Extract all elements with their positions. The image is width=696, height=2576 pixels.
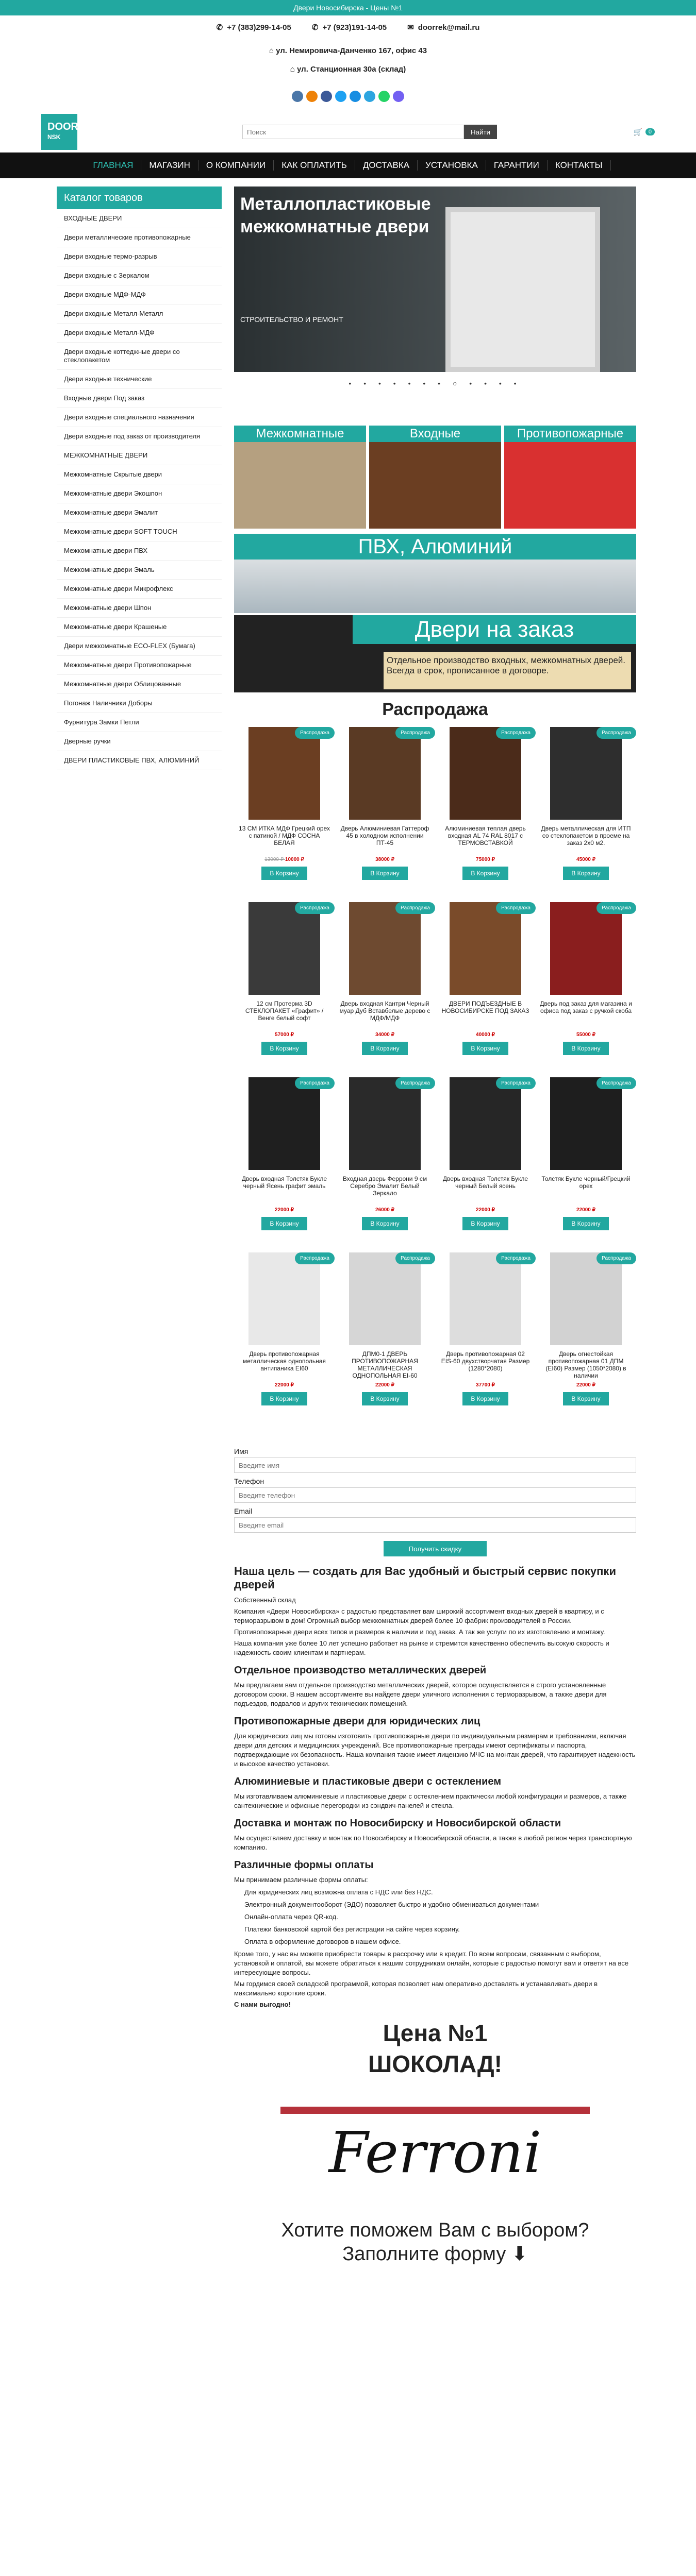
sidebar-item[interactable]: МЕЖКОМНАТНЫЕ ДВЕРИ [57,446,222,465]
email-label: Email [234,1507,253,1515]
add-to-cart-button[interactable]: В Корзину [462,1217,508,1230]
email-input[interactable] [234,1517,636,1533]
sale-badge: Распродажа [295,1077,335,1089]
phone-label: Телефон [234,1477,264,1485]
product-card[interactable] [435,727,536,902]
social-icons [0,81,696,111]
product-card[interactable] [234,727,335,902]
add-to-cart-button[interactable]: В Корзину [462,1042,508,1055]
location-icon: ⌂ [290,65,295,74]
list-item: Онлайн-оплата через QR-код. [244,1913,338,1921]
product-price: 40000 ₽ [476,1032,495,1038]
phone2[interactable]: ✆ +7 (923)191-14-05 [311,23,387,32]
product-price: 22000 ₽ [375,1382,394,1388]
product-price: 22000 ₽ [576,1207,595,1213]
sidebar-item[interactable]: Межкомнатные двери Эмаль [57,561,222,580]
paragraph: Мы принимаем различные формы оплаты: [234,1876,368,1884]
promo-heading: Цена №1 ШОКОЛАД! [368,2020,502,2077]
nav-item[interactable]: О КОМПАНИИ [198,160,274,171]
product-name[interactable]: Дверь Алюминиевая Гаттероф 45 в холодном исполнении ПТ-45 [340,825,429,846]
product-price: 22000 ₽ [275,1382,294,1388]
product-image[interactable] [450,1252,521,1345]
sale-badge: Распродажа [395,902,435,914]
list-item: Платежи банковской картой без регистрации на сайте через корзину. [244,1925,460,1933]
paragraph: Наша компания уже более 10 лет успешно работает на рынке и стремится качественно обеспечить высокую скорость и надежность своим клиентам и партнерам. [234,1639,609,1656]
product-card[interactable] [435,1077,536,1252]
nav-item[interactable]: ГАРАНТИИ [486,160,548,171]
product-name[interactable]: Толстяк Букле черный/Грецкий орех [541,1175,631,1190]
sidebar-item[interactable]: Двери входные специального назначения [57,408,222,427]
paragraph: Мы предлагаем вам отдельное производство металлических дверей, которое осуществляется в строго установленные договором сроки. В нашем ассортименте вы найдете двери уличного исполнения с терморазрывом, а также двери для подъездов, подвалов и других технических помещений. [234,1681,607,1707]
product-price: 13000 ₽ 10000 ₽ [264,857,304,862]
sidebar-item[interactable]: Межкомнатные двери Шпон [57,599,222,618]
site-logo[interactable]: DOOR NSK [41,114,77,150]
address-office: ⌂ ул. Немировича-Данченко 167, офис 43 [269,46,427,55]
product-name[interactable]: Дверь противопожарная 02 EIS-60 двухстворчатая Размер (1280*2080) [441,1350,530,1372]
product-card[interactable] [234,902,335,1077]
discount-form [234,1428,636,1556]
sidebar-item[interactable]: Входные двери Под заказ [57,389,222,408]
sale-badge: Распродажа [596,1077,636,1089]
add-to-cart-button[interactable]: В Корзину [261,867,307,880]
sidebar-item[interactable]: Двери входные с Зеркалом [57,266,222,285]
product-image[interactable] [349,1252,421,1345]
sale-badge: Распродажа [395,1077,435,1089]
product-name[interactable]: Дверь входная Кантри Черный муар Дуб Вставбелые дерево с МДФ/МДФ [339,1000,430,1022]
sale-badge: Распродажа [596,727,636,739]
sidebar-item[interactable]: Межкомнатные двери Экошпон [57,484,222,503]
paragraph: Противопожарные двери всех типов и размеров в наличии и под заказ. А так же услуги по их изготовлению и монтажу. [234,1628,605,1636]
banner-entrance[interactable]: Входные [369,426,501,529]
product-name[interactable]: ДВЕРИ ПОДЪЕЗДНЫЕ В НОВОСИБИРСКЕ ПОД ЗАКАЗ [441,1000,529,1014]
sale-badge: Распродажа [596,902,636,914]
sidebar-item[interactable]: Межкомнатные Скрытые двери [57,465,222,484]
cart-icon: 🛒 [633,127,642,136]
viber-icon[interactable] [393,91,404,102]
product-card[interactable] [536,902,636,1077]
product-image[interactable] [450,727,521,820]
add-to-cart-button[interactable]: В Корзину [362,1392,407,1405]
slide-door-image [445,207,600,372]
sidebar-item[interactable]: Межкомнатные двери Противопожарные [57,656,222,675]
product-image[interactable] [550,727,622,820]
product-image[interactable] [349,902,421,995]
product-price: 26000 ₽ [375,1207,394,1213]
add-to-cart-button[interactable]: В Корзину [261,1042,307,1055]
sale-badge: Распродажа [496,1077,536,1089]
slider-dots[interactable]: • • • • • • • ○ • • • • [349,379,522,387]
location-icon: ⌂ [269,46,274,55]
product-image[interactable] [248,1077,320,1170]
sale-badge: Распродажа [596,1252,636,1264]
heading: Различные формы оплаты [234,1859,374,1871]
paragraph: Кроме того, у нас вы можете приобрести товары в рассрочку или в кредит. По всем вопросам, связанным с выбором, установкой и оплатой, вы можете обратиться к нашим сотрудникам онлайн, которые с радостью помогут вам и ответят на все интересующие вопросы. [234,1950,629,1976]
search-button[interactable]: Найти [464,125,497,139]
cart[interactable] [633,128,655,137]
nav-item[interactable]: КОНТАКТЫ [548,160,611,171]
main-nav [0,152,696,178]
product-name[interactable]: Дверь входная Толстяк Букле черный Белый ясень [442,1175,528,1190]
product-name[interactable]: Дверь под заказ для магазина и офиса под заказ с ручкой скоба [540,1000,632,1014]
product-image[interactable] [550,902,622,995]
paragraph: Для юридических лиц мы готовы изготовить противопожарные двери по индивидуальным размерам и требованиям, включая двери для детских и медицинских учреждений. Все противопожарные преграды имеют сертификаты и паспорта, подтверждающие их безопасность. Наша компания также имеет лицензию МЧС на монтаж дверей, что гарантирует надежность и высокое качество установки. [234,1732,636,1768]
paragraph: Мы гордимся своей складской программой, которая позволяет нам оперативно доставлять и устанавливать двери в максимально короткие сроки. [234,1980,598,1997]
nav-item[interactable]: КАК ОПЛАТИТЬ [274,160,355,171]
product-name[interactable]: Дверь входная Толстяк Букле черный Ясень графит эмаль [241,1175,327,1190]
product-image[interactable] [450,902,521,995]
add-to-cart-button[interactable]: В Корзину [362,1217,407,1230]
catalog-title: Каталог товаров [57,187,222,209]
product-name[interactable]: Дверь металлическая для ИТП со стеклопакетом в проеме на заказ 2х0 м2. [541,825,631,846]
sidebar-item[interactable]: Межкомнатные двери ПВХ [57,541,222,561]
product-image[interactable] [349,1077,421,1170]
whatsapp-icon[interactable] [378,91,390,102]
banner-order[interactable]: Двери на заказ Отдельное производство входных, межкомнатных дверей. Всегда в срок, прописанное в договоре. [234,615,636,692]
sidebar-item[interactable]: Двери входные под заказ от производителя [57,427,222,446]
add-to-cart-button[interactable]: В Корзину [362,867,407,880]
heading: Противопожарные двери для юридических лиц [234,1716,480,1727]
contacts-row [0,15,696,39]
product-name[interactable]: Дверь огнестойкая противопожарная 01 ДПМ (EI60) Размер (1050*2080) в наличии [545,1350,626,1379]
sidebar-item[interactable]: Межкомнатные двери Микрофлекс [57,580,222,599]
product-card[interactable] [234,1252,335,1428]
product-card[interactable] [536,1077,636,1252]
add-to-cart-button[interactable]: В Корзину [563,1217,608,1230]
sidebar-item[interactable]: Двери входные Металл-МДФ [57,324,222,343]
paragraph: С нами выгодно! [234,2001,291,2008]
sale-badge: Распродажа [295,1252,335,1264]
product-image[interactable] [550,1077,622,1170]
nav-item[interactable]: УСТАНОВКА [418,160,486,171]
product-image[interactable] [248,1252,320,1345]
vk-icon[interactable] [292,91,303,102]
odnoklassniki-icon[interactable] [306,91,318,102]
add-to-cart-button[interactable]: В Корзину [261,1392,307,1405]
sidebar-item[interactable]: Двери входные Металл-Металл [57,304,222,324]
sidebar-item[interactable]: Погонаж Наличники Доборы [57,694,222,713]
product-image[interactable] [349,727,421,820]
product-name[interactable]: 12 см Протерма 3D СТЕКЛОПАКЕТ «Графит» / Венге белый софт [245,1000,324,1022]
sidebar-item[interactable]: Межкомнатные двери SOFT TOUCH [57,522,222,541]
heading: Наша цель — создать для Вас удобный и быстрый сервис покупки дверей [234,1565,616,1591]
sidebar-item[interactable]: ВХОДНЫЕ ДВЕРИ [57,209,222,228]
product-card[interactable] [335,1252,435,1428]
sale-badge: Распродажа [295,902,335,914]
sidebar-item[interactable]: Двери входные коттеджные двери со стеклопакетом [57,343,222,370]
banner-fire[interactable]: Противопожарные [504,426,636,529]
product-name[interactable]: 13 СМ ИТКА МДФ Грецкий орех с патиной / МДФ СОСНА БЕЛАЯ [239,825,330,846]
product-price: 38000 ₽ [375,857,394,862]
paragraph: Компания «Двери Новосибирска» с радостью представляет вам широкий ассортимент входных дверей в квартиру, и с терморазрывом в дом! Огромный выбор межкомнатных дверей более 10 фабрик производителей в России. [234,1607,604,1624]
sidebar-item[interactable]: Двери металлические противопожарные [57,228,222,247]
main-content [234,187,636,2266]
product-name[interactable]: ДПМ0-1 ДВЕРЬ ПРОТИВОПОЖАРНАЯ МЕТАЛЛИЧЕСКАЯ ОДНОПОЛЬНАЯ EI-60 [352,1350,418,1379]
product-card[interactable] [335,902,435,1077]
add-to-cart-button[interactable]: В Корзину [563,1392,608,1405]
sidebar-item[interactable]: Межкомнатные двери Облицованные [57,675,222,694]
paragraph: Собственный склад [234,1596,296,1604]
nav-item[interactable]: ДОСТАВКА [355,160,418,171]
paragraph: Мы осуществляем доставку и монтаж по Новосибирску и Новосибирской области, а также в любой регион через транспортную компанию. [234,1834,632,1851]
list-item: Электронный документооборот (ЭДО) позволяет быстро и удобно обмениваться документами [244,1901,539,1908]
product-price: 22000 ₽ [275,1207,294,1213]
product-card[interactable] [435,902,536,1077]
name-input[interactable] [234,1458,636,1473]
phone-input[interactable] [234,1487,636,1503]
name-label: Имя [234,1447,248,1455]
sale-badge: Распродажа [496,1252,536,1264]
help-prompt: Хотите поможем Вам с выбором? Заполните форму ⬇ [281,2219,589,2265]
product-price: 55000 ₽ [576,1032,595,1038]
product-price: 45000 ₽ [576,857,595,862]
about-text [234,1565,636,2009]
product-name[interactable]: Дверь противопожарная металлическая однопольная антипаника EI60 [243,1350,326,1372]
mail-icon: ✉ [407,23,414,32]
ferroni-logo [280,2090,590,2208]
product-card[interactable] [536,727,636,902]
search-input[interactable] [242,125,464,139]
add-to-cart-button[interactable]: В Корзину [462,1392,508,1405]
sidebar-item[interactable]: Межкомнатные двери Эмалит [57,503,222,522]
product-card[interactable] [536,1252,636,1428]
sale-badge: Распродажа [295,727,335,739]
sidebar-item[interactable]: Дверные ручки [57,732,222,751]
sale-title: Распродажа [382,700,488,719]
catalog-sidebar [57,187,222,2266]
add-to-cart-button[interactable]: В Корзину [563,1042,608,1055]
email-link[interactable]: ✉ doorrek@mail.ru [407,23,480,32]
add-to-cart-button[interactable]: В Корзину [563,867,608,880]
heading: Алюминиевые и пластиковые двери с остеклением [234,1776,502,1787]
banner-interior[interactable]: Межкомнатные [234,426,366,529]
sale-badge: Распродажа [395,1252,435,1264]
product-price: 37700 ₽ [476,1382,495,1388]
sale-badge: Распродажа [395,727,435,739]
search-bar [242,125,497,139]
product-image[interactable] [248,727,320,820]
submit-button[interactable]: Получить скидку [384,1541,487,1556]
product-name[interactable]: Алюминиевая теплая дверь входная AL 74 RAL 8017 с ТЕРМОВСТАВКОЙ [445,825,526,846]
twitter-icon[interactable] [335,91,346,102]
sidebar-item[interactable]: Фурнитура Замки Петли [57,713,222,732]
product-price: 57000 ₽ [275,1032,294,1038]
sidebar-item[interactable]: ДВЕРИ ПЛАСТИКОВЫЕ ПВХ, АЛЮМИНИЙ [57,751,222,770]
product-card[interactable] [234,1077,335,1252]
list-item: Для юридических лиц возможна оплата с НДС или без НДС. [244,1888,433,1896]
heading: Отдельное производство металлических дверей [234,1665,487,1676]
hero-slider[interactable] [234,187,636,372]
sale-badge: Распродажа [496,902,536,914]
product-image[interactable] [248,902,320,995]
product-card[interactable] [335,727,435,902]
product-image[interactable] [550,1252,622,1345]
phone-icon: ✆ [311,23,319,32]
slide-title: Металлопластиковые межкомнатные двери [240,194,431,236]
mailru-icon[interactable] [350,91,361,102]
product-image[interactable] [450,1077,521,1170]
add-to-cart-button[interactable]: В Корзину [362,1042,407,1055]
slide-subtitle: СТРОИТЕЛЬСТВО И РЕМОНТ [240,315,343,324]
phone-icon: ✆ [216,23,223,32]
sidebar-item[interactable]: Двери входные МДФ-МДФ [57,285,222,304]
brand-name: Ferroni [328,2120,542,2185]
paragraph: Мы изготавливаем алюминиевые и пластиковые двери с остеклением практически любой конфигурации и размеров, а также сантехнические и офисные перегородки из сэндвич-панелей и стекла. [234,1792,627,1809]
telegram-icon[interactable] [364,91,375,102]
site-tagline: Двери Новосибирска - Цены №1 [293,4,403,12]
cart-count: 0 [645,128,655,135]
site-header [0,111,696,152]
sidebar-item[interactable]: Двери входные технические [57,370,222,389]
product-price: 22000 ₽ [576,1382,595,1388]
list-item: Оплата в оформление договоров в нашем офисе. [244,1938,401,1945]
sidebar-item[interactable]: Двери входные термо-разрыв [57,247,222,266]
heading: Доставка и монтаж по Новосибирску и Новосибирской области [234,1818,561,1829]
product-price: 75000 ₽ [476,857,495,862]
product-price: 34000 ₽ [375,1032,394,1038]
nav-item[interactable]: МАГАЗИН [141,160,198,171]
category-banners [234,426,636,529]
banner-pvc[interactable]: ПВХ, Алюминий [234,534,636,613]
sale-grid [234,727,636,1428]
sidebar-item[interactable]: Двери межкомнатные ECO-FLEX (Бумага) [57,637,222,656]
add-to-cart-button[interactable]: В Корзину [462,867,508,880]
top-announcement-bar [0,0,696,15]
product-price: 22000 ₽ [476,1207,495,1213]
product-card[interactable] [335,1077,435,1252]
nav-item[interactable]: ГЛАВНАЯ [85,160,141,171]
sale-badge: Распродажа [496,727,536,739]
sidebar-item[interactable]: Межкомнатные двери Крашеные [57,618,222,637]
facebook-icon[interactable] [321,91,332,102]
product-card[interactable] [435,1252,536,1428]
product-name[interactable]: Входная дверь Феррони 9 см Серебро Эмалит Белый Зеркало [342,1175,427,1197]
add-to-cart-button[interactable]: В Корзину [261,1217,307,1230]
address-warehouse: ⌂ ул. Станционная 30а (склад) [290,65,406,74]
phone1[interactable]: ✆ +7 (383)299-14-05 [216,23,291,32]
